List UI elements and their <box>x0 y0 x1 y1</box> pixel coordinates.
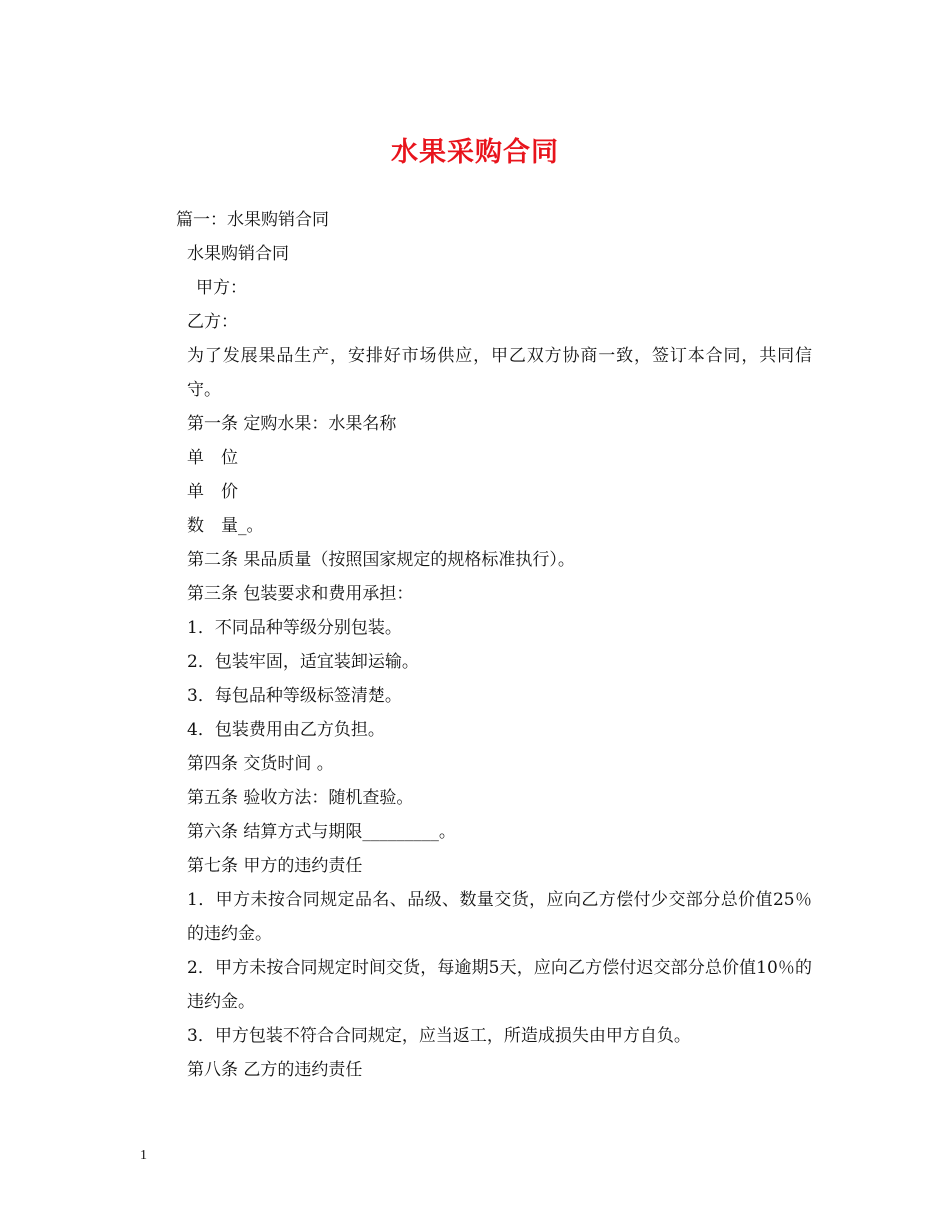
party-b-label: 乙方： <box>187 312 238 332</box>
article-3-item-4: 4．包装费用由乙方负担。 <box>187 720 385 740</box>
party-a-label: 甲方： <box>196 278 247 298</box>
article-3-item-1: 1．不同品种等级分别包装。 <box>187 618 402 638</box>
article-7-item-3: 3．甲方包装不符合合同规定，应当返工，所造成损失由甲方自负。 <box>187 1026 691 1046</box>
section-heading: 篇一：水果购销合同 <box>176 210 329 230</box>
unit-field: 单 位 <box>187 448 238 468</box>
quantity-field: 数 量_。 <box>187 516 264 536</box>
document-body <box>140 203 812 1087</box>
preamble-paragraph: 为了发展果品生产，安排好市场供应，甲乙双方协商一致，签订本合同，共同信守。 <box>187 346 812 400</box>
article-3: 第三条 包装要求和费用承担： <box>187 584 414 604</box>
article-7-item-1: 1．甲方未按合同规定品名、品级、数量交货，应向乙方偿付少交部分总价值25％的违约金。 <box>187 890 812 944</box>
contract-subtitle: 水果购销合同 <box>187 244 289 264</box>
article-2: 第二条 果品质量（按照国家规定的规格标准执行）。 <box>187 550 575 570</box>
article-4: 第四条 交货时间 。 <box>187 754 334 774</box>
document-title: 水果采购合同 <box>391 137 559 168</box>
page-number: 1 <box>140 1148 147 1163</box>
article-8: 第八条 乙方的违约责任 <box>187 1060 363 1080</box>
article-7-item-2: 2．甲方未按合同规定时间交货，每逾期5天，应向乙方偿付迟交部分总价值10％的违约金。 <box>187 958 812 1012</box>
unit-price-field: 单 价 <box>187 482 238 502</box>
article-6: 第六条 结算方式与期限_________。 <box>187 822 456 842</box>
article-1: 第一条 定购水果：水果名称 <box>187 414 397 434</box>
article-3-item-2: 2．包装牢固，适宜装卸运输。 <box>187 652 419 672</box>
article-7: 第七条 甲方的违约责任 <box>187 856 363 876</box>
article-5: 第五条 验收方法：随机查验。 <box>187 788 414 808</box>
article-3-item-3: 3．每包品种等级标签清楚。 <box>187 686 402 706</box>
